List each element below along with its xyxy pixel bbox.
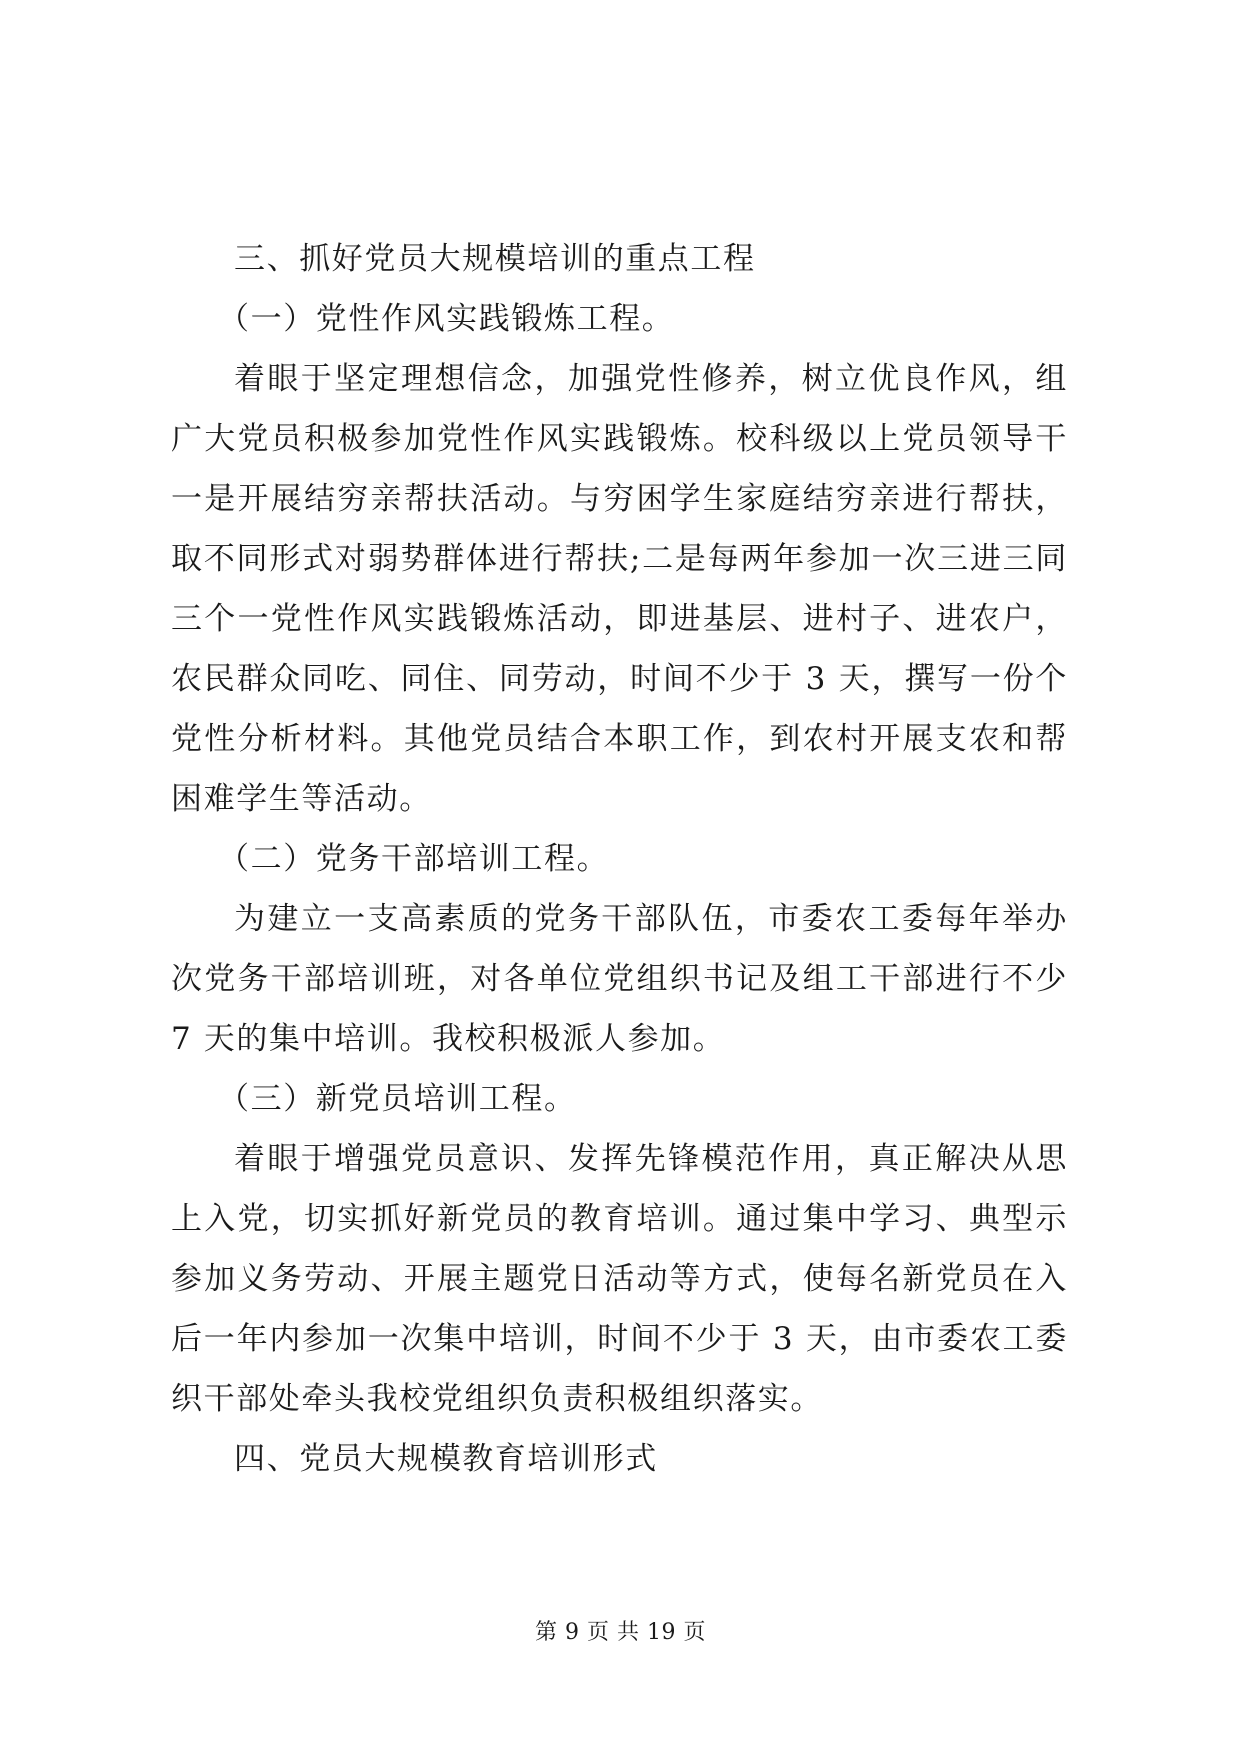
subsection-heading-3: （三）新党员培训工程。 <box>218 1081 577 1117</box>
paragraph-line: 着眼于坚定理想信念，加强党性修养，树立优良作风，组 <box>234 361 1068 397</box>
subsection-heading-1: （一）党性作风实践锻炼工程。 <box>218 301 675 337</box>
paragraph-line: 上入党，切实抓好新党员的教育培训。通过集中学习、典型示 <box>171 1201 1068 1237</box>
paragraph-line: 次党务干部培训班，对各单位党组织书记及组工干部进行不少 <box>171 961 1068 997</box>
paragraph-line: 后一年内参加一次集中培训，时间不少于 3 天，由市委农工委 <box>171 1321 1068 1357</box>
section-heading-4: 四、党员大规模教育培训形式 <box>234 1441 658 1477</box>
section-heading-3: 三、抓好党员大规模培训的重点工程 <box>234 241 756 277</box>
paragraph-line: 一是开展结穷亲帮扶活动。与穷困学生家庭结穷亲进行帮扶， <box>171 481 1068 517</box>
paragraph-line: 农民群众同吃、同住、同劳动，时间不少于 3 天，撰写一份个 <box>171 661 1068 697</box>
paragraph-line: 着眼于增强党员意识、发挥先锋模范作用，真正解决从思 <box>234 1141 1068 1177</box>
paragraph-line: 党性分析材料。其他党员结合本职工作，到农村开展支农和帮 <box>171 721 1068 757</box>
paragraph-line: 三个一党性作风实践锻炼活动，即进基层、进村子、进农户， <box>171 601 1068 637</box>
paragraph-line: 为建立一支高素质的党务干部队伍，市委农工委每年举办 <box>234 901 1068 937</box>
paragraph-line: 取不同形式对弱势群体进行帮扶;二是每两年参加一次三进三同 <box>171 541 1068 577</box>
page-footer: 第 9 页 共 19 页 <box>535 1620 706 1645</box>
paragraph-line: 织干部处牵头我校党组织负责积极组织落实。 <box>171 1381 823 1417</box>
paragraph-line: 困难学生等活动。 <box>171 781 432 817</box>
paragraph-line: 参加义务劳动、开展主题党日活动等方式，使每名新党员在入 <box>171 1261 1068 1297</box>
paragraph-line: 广大党员积极参加党性作风实践锻炼。校科级以上党员领导干 <box>171 421 1068 457</box>
subsection-heading-2: （二）党务干部培训工程。 <box>218 841 610 877</box>
paragraph-line: 7 天的集中培训。我校积极派人参加。 <box>171 1021 726 1057</box>
